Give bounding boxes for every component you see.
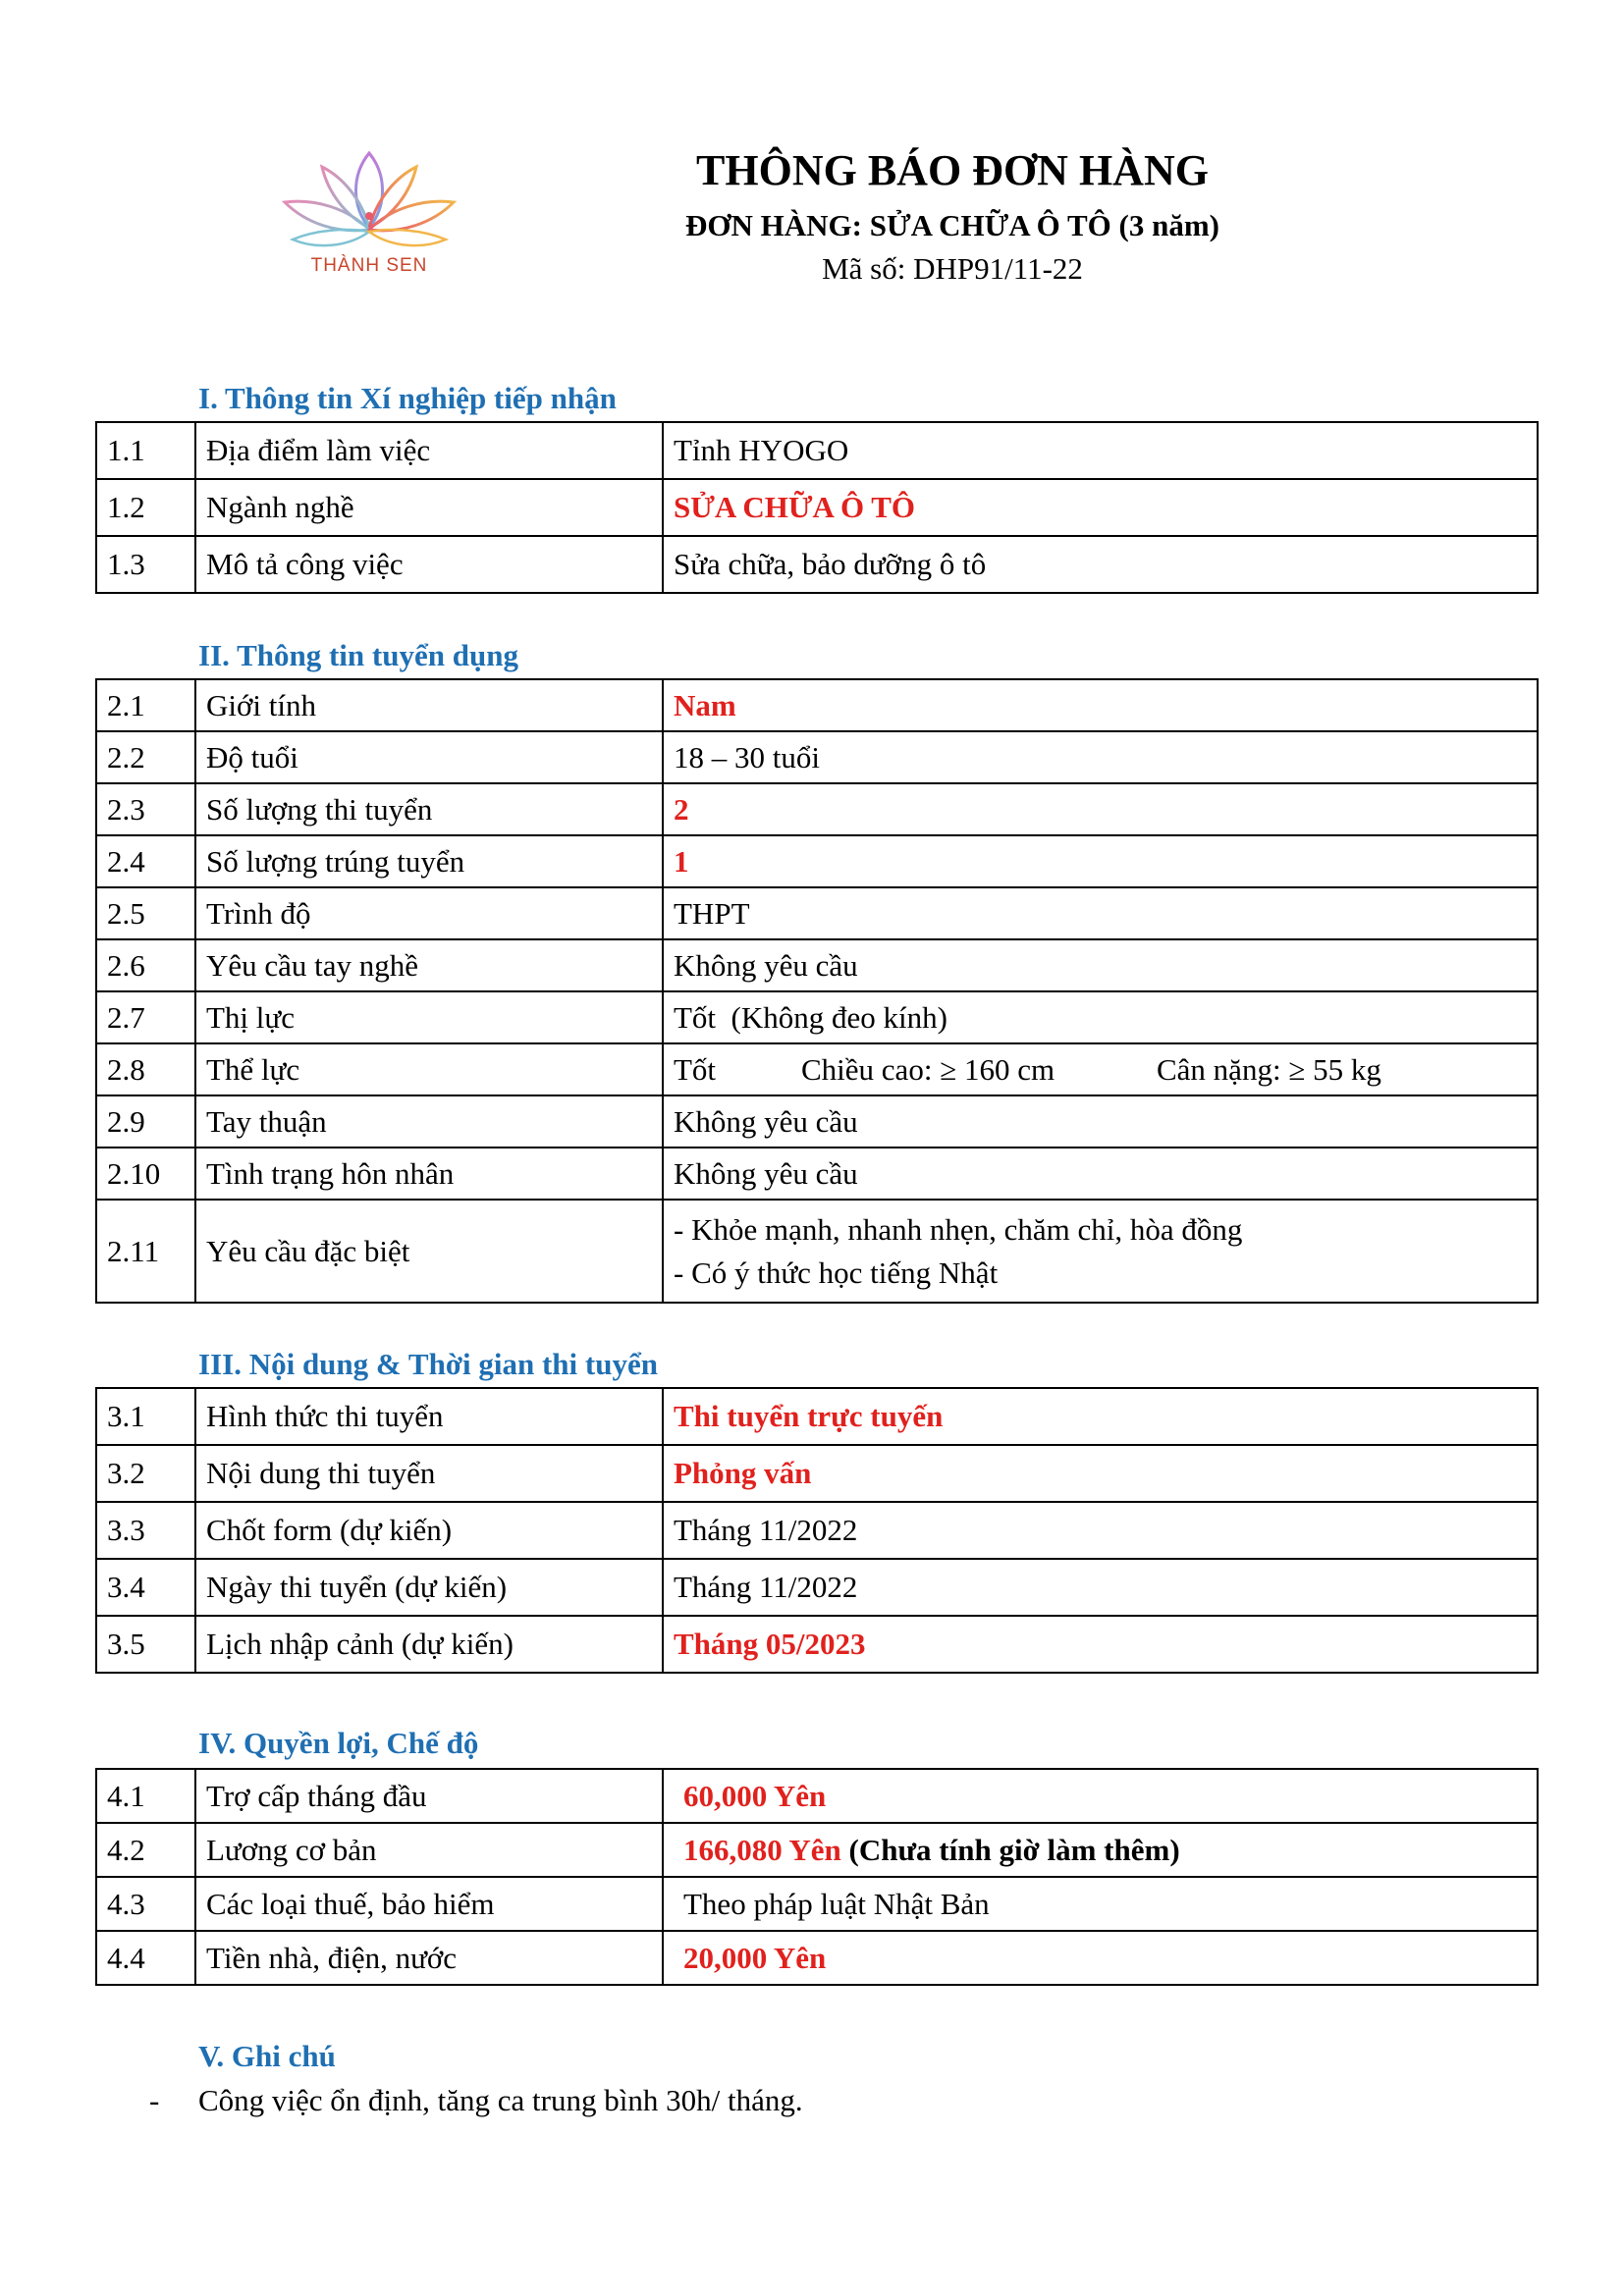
- section-4-heading: IV. Quyền lợi, Chế độ: [198, 1726, 479, 1760]
- special-requirement-line: - Khỏe mạnh, nhanh nhẹn, chăm chỉ, hòa đồng: [674, 1211, 1243, 1247]
- table-row: [96, 1616, 1538, 1673]
- table-row: [96, 1823, 1538, 1877]
- row-label: Hình thức thi tuyển: [195, 1388, 663, 1445]
- row-value: 2: [663, 783, 1538, 835]
- section-1-table: [95, 421, 1539, 594]
- row-label: Thể lực: [195, 1043, 663, 1095]
- row-label: Độ tuổi: [195, 731, 663, 783]
- table-row: [96, 679, 1538, 731]
- row-value: Sửa chữa, bảo dưỡng ô tô: [663, 536, 1538, 593]
- row-number: 2.4: [96, 835, 195, 887]
- section-4-table: [95, 1768, 1539, 1986]
- row-number: 2.5: [96, 887, 195, 939]
- row-number: 1.3: [96, 536, 195, 593]
- row-value: Theo pháp luật Nhật Bản: [663, 1877, 1538, 1931]
- row-label: Tiền nhà, điện, nước: [195, 1931, 663, 1985]
- row-value: Tốt (Không đeo kính): [663, 991, 1538, 1043]
- row-number: 1.1: [96, 422, 195, 479]
- row-label: Địa điểm làm việc: [195, 422, 663, 479]
- row-label: Tay thuận: [195, 1095, 663, 1148]
- table-row: [96, 1388, 1538, 1445]
- row-label: Các loại thuế, bảo hiểm: [195, 1877, 663, 1931]
- table-row: [96, 1445, 1538, 1502]
- table-row: [96, 991, 1538, 1043]
- row-number: 3.1: [96, 1388, 195, 1445]
- row-label: Trình độ: [195, 887, 663, 939]
- table-row: [96, 835, 1538, 887]
- row-number: 3.4: [96, 1559, 195, 1616]
- table-row: [96, 422, 1538, 479]
- salary-amount: 166,080 Yên: [683, 1832, 841, 1867]
- row-label: Giới tính: [195, 679, 663, 731]
- row-number: 2.10: [96, 1148, 195, 1200]
- row-number: 2.8: [96, 1043, 195, 1095]
- row-label: Ngành nghề: [195, 479, 663, 536]
- row-number: 2.7: [96, 991, 195, 1043]
- salary-note: (Chưa tính giờ làm thêm): [848, 1832, 1180, 1867]
- row-value: Tháng 11/2022: [663, 1559, 1538, 1616]
- section-3-table: [95, 1387, 1539, 1674]
- order-code: Mã số: DHP91/11-22: [822, 251, 1083, 286]
- row-value: 60,000 Yên: [663, 1769, 1538, 1823]
- section-5-heading: V. Ghi chú: [198, 2039, 336, 2073]
- table-row: [96, 1148, 1538, 1200]
- row-label: Lịch nhập cảnh (dự kiến): [195, 1616, 663, 1673]
- row-number: 2.2: [96, 731, 195, 783]
- row-label: Số lượng thi tuyển: [195, 783, 663, 835]
- row-number: 4.4: [96, 1931, 195, 1985]
- section-3-heading: III. Nội dung & Thời gian thi tuyển: [198, 1347, 658, 1381]
- row-label: Mô tả công việc: [195, 536, 663, 593]
- order-subtitle: ĐƠN HÀNG: SỬA CHỮA Ô TÔ (3 năm): [685, 208, 1219, 242]
- page-title: THÔNG BÁO ĐƠN HÀNG: [696, 146, 1209, 194]
- logo-text: THÀNH SEN: [310, 255, 428, 276]
- row-number: 3.5: [96, 1616, 195, 1673]
- row-number: 4.1: [96, 1769, 195, 1823]
- table-row: [96, 1931, 1538, 1985]
- row-label: Nội dung thi tuyển: [195, 1445, 663, 1502]
- table-row: [96, 1769, 1538, 1823]
- row-value: Tỉnh HYOGO: [663, 422, 1538, 479]
- row-label: Ngày thi tuyển (dự kiến): [195, 1559, 663, 1616]
- row-label: Số lượng trúng tuyển: [195, 835, 663, 887]
- company-logo: [277, 145, 461, 293]
- table-row: [96, 783, 1538, 835]
- table-row: [96, 1200, 1538, 1303]
- height-requirement: Chiều cao: ≥ 160 cm: [801, 1051, 1055, 1087]
- row-value: [663, 1823, 1538, 1877]
- row-number: 2.11: [96, 1200, 195, 1303]
- lotus-icon: [277, 145, 461, 255]
- table-row: [96, 887, 1538, 939]
- row-label: Trợ cấp tháng đầu: [195, 1769, 663, 1823]
- row-value: [663, 1043, 1538, 1095]
- row-value: Phỏng vấn: [663, 1445, 1538, 1502]
- row-number: 3.3: [96, 1502, 195, 1559]
- row-value: 18 – 30 tuổi: [663, 731, 1538, 783]
- row-value: Không yêu cầu: [663, 1095, 1538, 1148]
- row-value: Nam: [663, 679, 1538, 731]
- row-value: 1: [663, 835, 1538, 887]
- note-item: [149, 2083, 803, 2118]
- physique-value: Tốt: [674, 1051, 717, 1087]
- row-label: Chốt form (dự kiến): [195, 1502, 663, 1559]
- row-number: 2.9: [96, 1095, 195, 1148]
- row-number: 4.2: [96, 1823, 195, 1877]
- note-text: Công việc ổn định, tăng ca trung bình 30h/ tháng.: [198, 2083, 803, 2117]
- row-number: 2.1: [96, 679, 195, 731]
- row-number: 2.6: [96, 939, 195, 991]
- row-value: Thi tuyển trực tuyến: [663, 1388, 1538, 1445]
- row-number: 1.2: [96, 479, 195, 536]
- row-value: 20,000 Yên: [663, 1931, 1538, 1985]
- weight-requirement: Cân nặng: ≥ 55 kg: [1157, 1051, 1381, 1087]
- row-value: Tháng 05/2023: [663, 1616, 1538, 1673]
- table-row: [96, 1043, 1538, 1095]
- table-row: [96, 1877, 1538, 1931]
- row-value: Không yêu cầu: [663, 1148, 1538, 1200]
- row-label: Yêu cầu tay nghề: [195, 939, 663, 991]
- row-value: SỬA CHỮA Ô TÔ: [663, 479, 1538, 536]
- row-value: THPT: [663, 887, 1538, 939]
- table-row: [96, 536, 1538, 593]
- section-1-heading: I. Thông tin Xí nghiệp tiếp nhận: [198, 381, 617, 415]
- note-bullet: -: [149, 2083, 160, 2117]
- row-label: Tình trạng hôn nhân: [195, 1148, 663, 1200]
- section-2-heading: II. Thông tin tuyển dụng: [198, 638, 518, 672]
- row-number: 3.2: [96, 1445, 195, 1502]
- row-number: 2.3: [96, 783, 195, 835]
- table-row: [96, 939, 1538, 991]
- section-2-table: [95, 678, 1539, 1304]
- row-number: 4.3: [96, 1877, 195, 1931]
- special-requirement-line: - Có ý thức học tiếng Nhật: [674, 1255, 999, 1290]
- row-label: Lương cơ bản: [195, 1823, 663, 1877]
- table-row: [96, 479, 1538, 536]
- table-row: [96, 731, 1538, 783]
- row-value: Không yêu cầu: [663, 939, 1538, 991]
- table-row: [96, 1095, 1538, 1148]
- row-value: Tháng 11/2022: [663, 1502, 1538, 1559]
- table-row: [96, 1559, 1538, 1616]
- row-value: [663, 1200, 1538, 1303]
- row-label: Thị lực: [195, 991, 663, 1043]
- table-row: [96, 1502, 1538, 1559]
- row-label: Yêu cầu đặc biệt: [195, 1200, 663, 1303]
